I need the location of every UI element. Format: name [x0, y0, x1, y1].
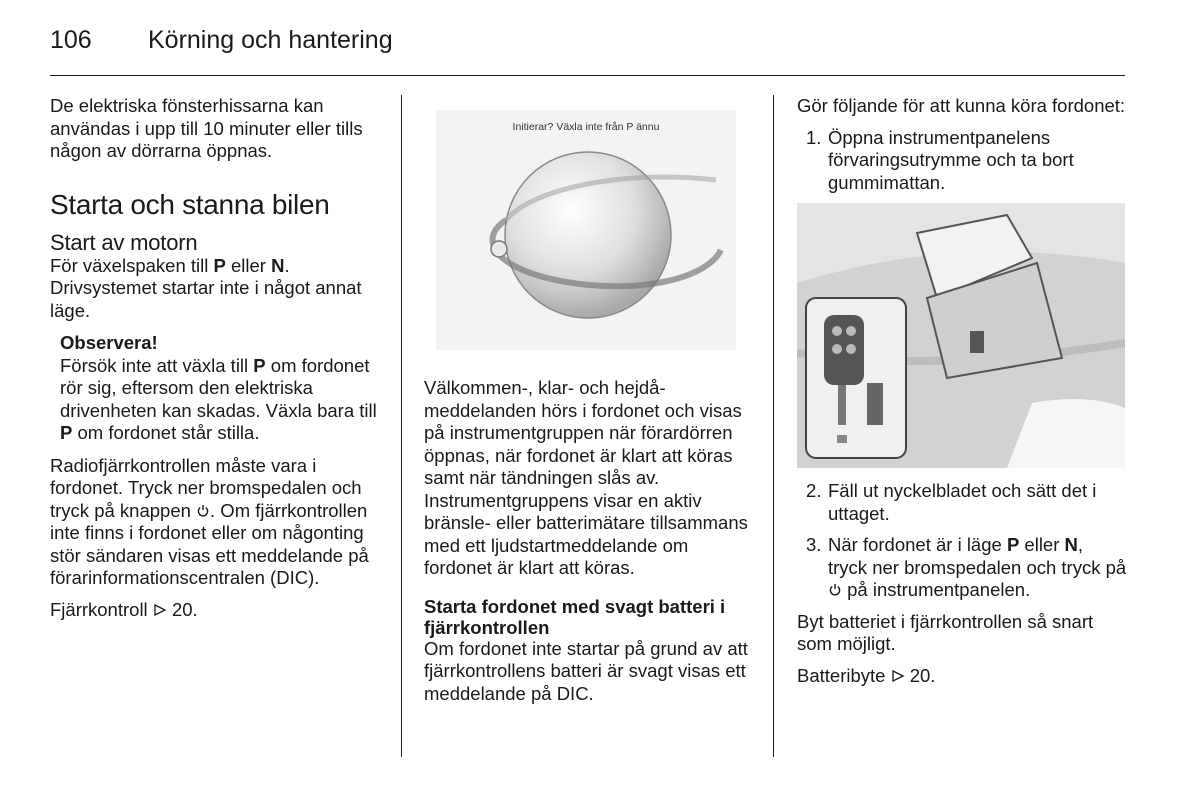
gear-P: P	[1006, 534, 1020, 555]
gear-N: N	[1064, 534, 1078, 555]
column-divider-right	[773, 95, 774, 757]
step-text: Öppna instrumentpanelens förvaringsutrymme och ta bort gummimattan.	[828, 126, 1074, 193]
weak-battery-heading: Starta fordonet med svagt batteri i fjärrkontrollen	[424, 595, 726, 638]
text: . Om fjärrkontrollen inte finns i fordonet eller om någonting stör sändaren visas ett meddelande på förarinformationscentralen (DIC).	[50, 499, 369, 588]
arrow-ref-icon	[153, 602, 167, 618]
gear-P: P	[213, 254, 226, 276]
arrow-ref-icon	[891, 668, 905, 684]
gear-paragraph	[50, 255, 382, 323]
header-rule	[50, 75, 1125, 76]
reference-page: 20.	[909, 664, 936, 686]
text: Radiofjärrkontrollen måste vara i fordonet. Tryck ner bromspedalen och tryck på knappen	[50, 454, 362, 521]
step-1	[797, 127, 1127, 195]
step-3	[797, 534, 1127, 602]
text: på instrumentpanelen.	[842, 579, 1031, 600]
step-number: 3.	[806, 534, 822, 555]
gear-N: N	[271, 254, 285, 276]
step-text: Fäll ut nyckelbladet och sätt det i uttaget.	[828, 480, 1097, 524]
display-message: Initierar? Växla inte från P ännu	[512, 121, 660, 133]
globe-display-illustration	[436, 110, 736, 350]
text: För växelspaken till	[50, 254, 214, 276]
chapter-title: Körning och hantering	[148, 26, 393, 54]
remote-paragraph	[50, 455, 382, 590]
steps-list-2	[797, 480, 1127, 602]
column-3	[797, 95, 1127, 696]
text: Fjärrkontroll	[50, 598, 153, 620]
note-box	[60, 332, 382, 445]
power-icon	[196, 503, 210, 519]
subsection-heading: Start av motorn	[50, 229, 198, 255]
text: om fordonet rör sig, eftersom den elektriska drivenheten kan skadas. Växla bara till	[60, 354, 377, 421]
text: eller	[225, 254, 272, 276]
column-2	[424, 95, 754, 714]
gear-P: P	[253, 354, 266, 376]
step-number: 2.	[806, 480, 822, 501]
key-slot-illustration	[797, 203, 1125, 468]
reference-page: 20.	[171, 598, 198, 620]
gear-P: P	[60, 422, 73, 443]
text: När fordonet är i läge	[828, 534, 1007, 555]
reference-line	[797, 665, 1127, 688]
page-header	[50, 24, 1125, 76]
step-number: 1.	[806, 126, 822, 148]
note-title: Observera!	[60, 332, 158, 353]
text: Batteribyte	[797, 664, 891, 686]
column-divider-left	[401, 95, 402, 757]
text: eller	[1019, 534, 1065, 555]
steps-list-1	[797, 127, 1127, 195]
column-1	[50, 95, 382, 630]
section-heading: Starta och stanna bilen	[50, 188, 330, 220]
text: om fordonet står stilla.	[72, 422, 260, 443]
steps-intro: Gör följande för att kunna köra fordonet:	[797, 95, 1126, 116]
text: Försök inte att växla till	[60, 354, 254, 376]
power-icon	[828, 582, 842, 598]
step-2	[797, 480, 1127, 525]
reference-line	[50, 599, 382, 622]
note-text	[60, 355, 382, 445]
page-number: 106	[50, 26, 92, 54]
battery-paragraph: Byt batteriet i fjärrkontrollen så snart som möjligt.	[797, 610, 1094, 654]
text: . Drivsystemet startar inte i något annat läge.	[50, 254, 362, 321]
welcome-paragraph: Välkommen-, klar- och hejdå-meddelanden hörs i fordonet och visas på instrumentgruppen när förardörren öppnas, när fordonet är klart att köras samt när tändningen slås av. Instrumentgruppens visar en aktiv bränsle- eller batterimätare tillsammans med ett ljudstartmeddelande om fordonet är klart att köras.	[424, 377, 748, 578]
weak-battery-paragraph: Om fordonet inte startar på grund av att fjärrkontrollens batteri är svagt visas ett meddelande på DIC.	[424, 637, 748, 704]
text: , tryck ner bromspedalen och tryck på	[828, 534, 1127, 578]
intro-paragraph: De elektriska fönsterhissarna kan användas i upp till 10 minuter eller tills någon av dörrarna öppnas.	[50, 95, 363, 161]
